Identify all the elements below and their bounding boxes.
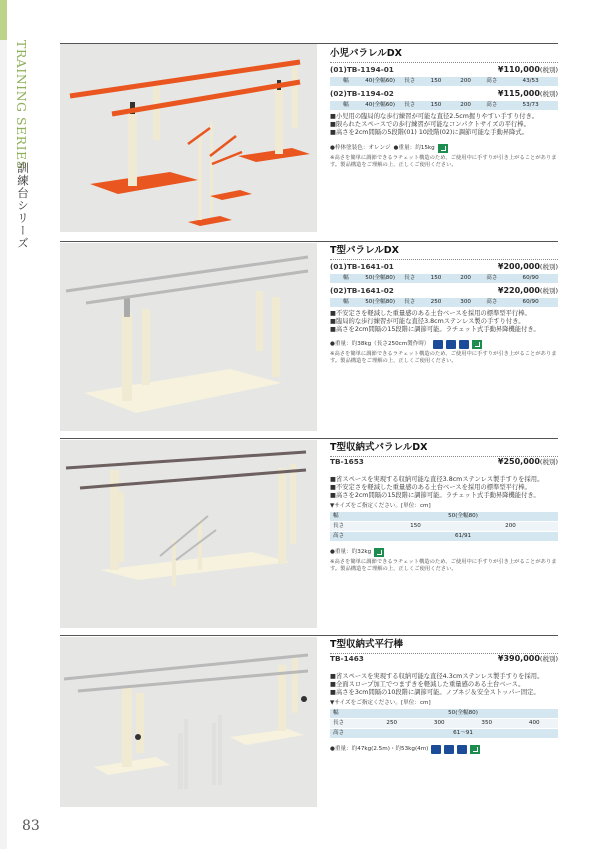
series-label-en: TRAINING SERIES	[14, 40, 29, 170]
size-label: ▼サイズをご指定ください。[単位：cm]	[330, 502, 431, 509]
product-title: T型収納式パラレルDX	[330, 442, 428, 453]
feature-item: ■全面スロープ加工でつまずきを軽減した重量感のある土台ベース。	[330, 681, 525, 689]
option-cube-icon	[444, 745, 454, 754]
spec-bar: 幅 50(全幅80) 長さ 250 300 高さ 60/90	[330, 298, 558, 307]
feature-item: ■不安定さを軽減した重量感のある土台ベースを採用の標準型平行棒。	[330, 484, 531, 492]
kids-parallel-bars-illustration	[60, 44, 317, 232]
size-row: 高さ 61/91	[330, 532, 558, 542]
spec-bar: 幅 40(全幅60) 長さ 150 200 高さ 43/53	[330, 77, 558, 86]
weight: ●重量：約47kg(2.5m)・約53kg(4m)	[330, 745, 429, 752]
sidebar-accent	[0, 0, 7, 40]
t-folding-parallel-illustration	[60, 440, 317, 628]
model-code: (02)TB-1641-02	[330, 286, 394, 295]
product-photo-t-folding-parallel	[60, 440, 317, 628]
option-cube-icon	[433, 340, 443, 349]
product-t-folding-bars	[330, 639, 558, 754]
model-code: (02)TB-1194-02	[330, 89, 394, 98]
feature-list	[330, 476, 558, 501]
t-parallel-bars-illustration	[60, 243, 317, 431]
option-cube-icon	[457, 745, 467, 754]
spec-bar: 幅 40(全幅60) 長さ 150 200 高さ 53/73	[330, 101, 558, 110]
model-code: (01)TB-1194-01	[330, 65, 394, 74]
delivery-icon	[438, 144, 448, 153]
size-row: 長さ 250 300 350 400	[330, 719, 558, 729]
delivery-icon	[470, 745, 480, 754]
feature-item: ■小児用の臨局的な歩行練習が可能な直径2.5cm握りやすい手すり付き。	[330, 113, 538, 120]
feature-item: ■高さを3cm間隔の10段階に調節可能。ノブネジ＆安全ストッパー固定。	[330, 689, 540, 697]
product-t-parallel-dx	[330, 245, 558, 365]
product-kids-parallel-dx	[330, 48, 558, 169]
section-divider	[60, 241, 558, 242]
feature-item: ■臨局的な歩行練習が可能な直径3.8cmステンレス製の手すり付き。	[330, 318, 525, 326]
size-row: 幅 50(全幅80)	[330, 512, 558, 522]
caution-note: ※高さを簡単に調節できるラチェット構造のため、ご使用中に手すりが引き上がることがあります。製品構造をご理解の上、正しくご使用ください。	[330, 350, 557, 364]
page-number: 83	[22, 818, 40, 834]
model-code: TB-1653	[330, 457, 364, 466]
frame-color: ●枠体塗装色：オレンジ	[330, 144, 391, 151]
model-row	[330, 285, 558, 297]
model-code: (01)TB-1641-01	[330, 262, 394, 271]
model-price: ¥390,000(税別)	[497, 654, 558, 663]
size-row: 高さ 61〜91	[330, 729, 558, 739]
feature-list	[330, 673, 558, 698]
meta-line	[330, 745, 558, 754]
delivery-icon	[472, 340, 482, 349]
weight: ●重量：約38kg（長さ250cm製作時）	[330, 340, 430, 347]
size-row: 長さ 150 200	[330, 522, 558, 532]
caution-note: ※高さを簡単に調節できるラチェット構造のため、ご使用中に手すりが引き上がることがあります。製品構造をご理解の上、正しくご使用ください。	[330, 558, 557, 572]
weight: ●重量：約15kg	[393, 144, 435, 151]
model-row	[330, 653, 558, 665]
model-row	[330, 88, 558, 100]
feature-list	[330, 310, 558, 335]
delivery-icon	[374, 548, 384, 557]
model-price: ¥250,000(税別)	[497, 457, 558, 466]
product-photo-t-parallel	[60, 243, 317, 431]
section-divider	[60, 438, 558, 439]
t-folding-bars-illustration	[60, 637, 317, 807]
size-label: ▼サイズをご指定ください。[単位：cm]	[330, 699, 431, 706]
weight: ●重量：約32kg	[330, 548, 372, 555]
size-table	[330, 709, 558, 739]
series-label-jp: 訓練台シリーズ	[16, 162, 30, 250]
caution-note: ※高さを簡単に調節できるラチェット構造のため、ご使用中に手すりが引き上がることがあります。製品構造をご理解の上、正しくご使用ください。	[330, 154, 557, 168]
product-t-folding-parallel-dx	[330, 442, 558, 573]
feature-item: ■不安定さを軽減した重量感のある土台ベースを採用の標準型平行棒。	[330, 310, 531, 317]
model-row	[330, 261, 558, 273]
option-cube-icon	[446, 340, 456, 349]
product-title: T型収納式平行棒	[330, 639, 403, 650]
feature-item: ■限られたスペースでの歩行練習が可能なコンパクトサイズの平行棒。	[330, 121, 530, 129]
product-title: T型パラレルDX	[330, 245, 399, 256]
feature-item: ■高さを2cm間隔の5段階(01) 10段階(02)に調節可能な手動昇降式。	[330, 129, 528, 137]
model-code: TB-1463	[330, 654, 364, 663]
model-price: ¥200,000(税別)	[497, 262, 558, 271]
option-cube-icon	[431, 745, 441, 754]
product-title: 小児パラレルDX	[330, 48, 402, 59]
model-row	[330, 456, 558, 468]
feature-item: ■省スペースを実現する収納可能な直径4.3cmステンレス製手すりを採用。	[330, 673, 544, 680]
model-row	[330, 64, 558, 76]
meta-line	[330, 548, 558, 557]
spec-bar: 幅 50(全幅80) 長さ 150 200 高さ 60/90	[330, 274, 558, 283]
size-table	[330, 512, 558, 542]
feature-item: ■省スペースを実現する収納可能な直径3.8cmステンレス製手すりを採用。	[330, 476, 544, 483]
product-photo-t-folding-bars	[60, 637, 317, 807]
option-cube-icon	[459, 340, 469, 349]
meta-line	[330, 144, 558, 153]
size-row: 幅 50(全幅80)	[330, 709, 558, 719]
model-price: ¥110,000(税別)	[497, 65, 558, 74]
feature-list	[330, 113, 558, 138]
feature-item: ■高さを2cm間隔の15段階に調節可能。ラチェット式手動昇降機能付き。	[330, 492, 540, 500]
meta-line	[330, 340, 558, 349]
section-divider	[60, 635, 558, 636]
product-photo-kids-parallel	[60, 44, 317, 232]
sidebar-strip	[0, 40, 7, 849]
model-price: ¥220,000(税別)	[497, 286, 558, 295]
feature-item: ■高さを2cm間隔の15段階に調節可能。ラチェット式手動昇降機能付き。	[330, 326, 540, 334]
model-price: ¥115,000(税別)	[497, 89, 558, 98]
